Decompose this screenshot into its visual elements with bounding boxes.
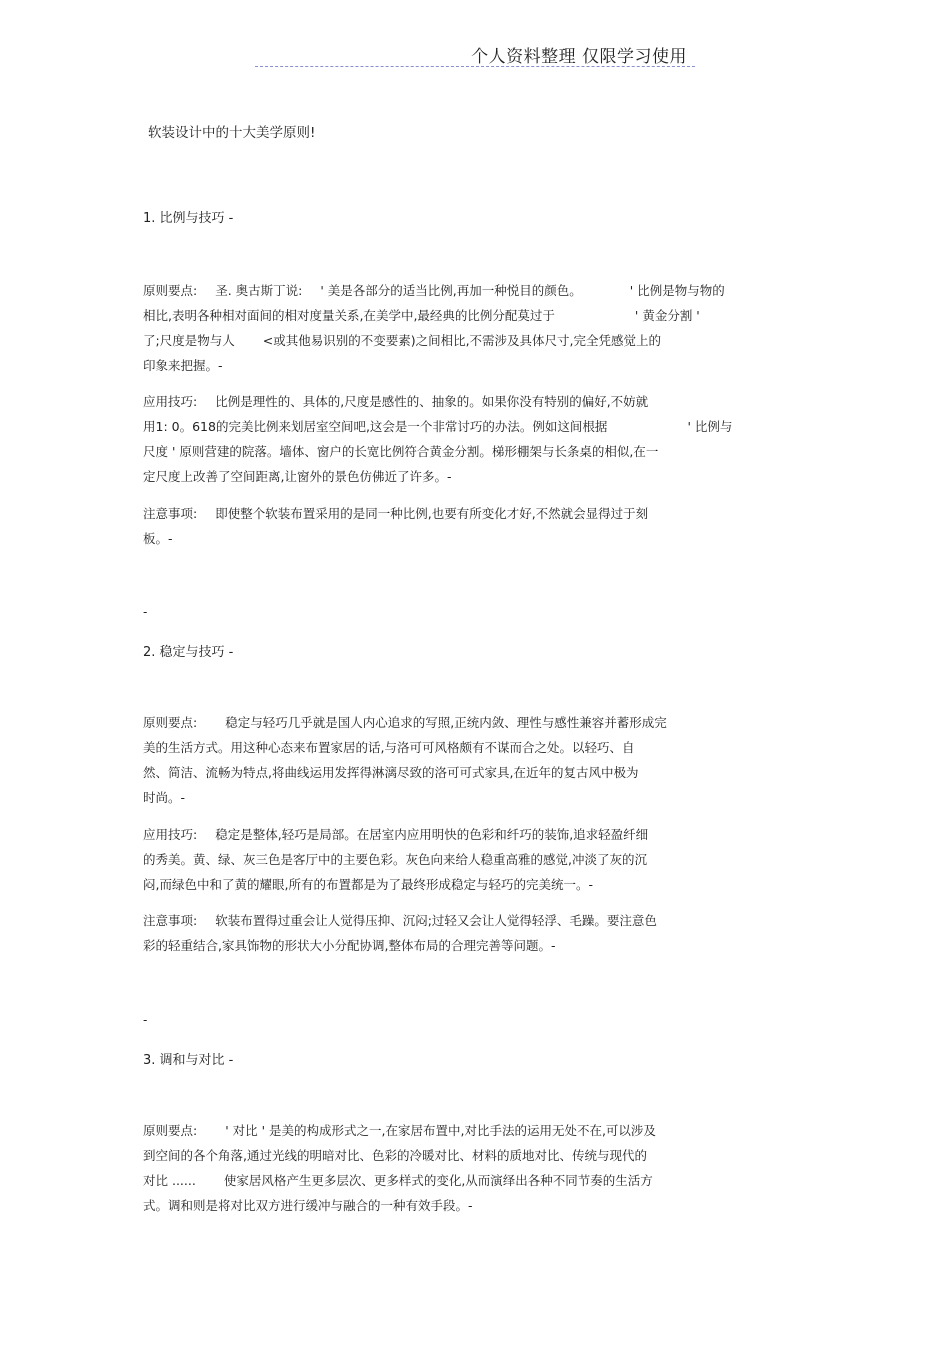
section-2-notes xyxy=(143,908,803,958)
text: 定尺度上改善了空间距离,让窗外的景色仿佛近了许多。- xyxy=(143,469,452,484)
text: <或其他易识别的不变要素)之间相比,不需涉及具体尺寸,完全凭感觉上的 xyxy=(262,333,662,348)
label: 原则要点: xyxy=(143,715,198,730)
label: 注意事项: xyxy=(143,913,198,928)
page-header xyxy=(255,42,695,67)
section-1-technique xyxy=(143,389,803,489)
section-1-notes xyxy=(143,501,803,551)
section-2-title: 2. 稳定与技巧 - xyxy=(143,645,234,660)
text: 时尚。- xyxy=(143,790,186,805)
text: 板。- xyxy=(143,531,173,546)
header-text: 个人资料整理 仅限学习使用 xyxy=(471,47,687,67)
text: 闷,而绿色中和了黄的耀眼,所有的布置都是为了最终形成稳定与轻巧的完美统一。- xyxy=(143,877,593,892)
section-1-principle xyxy=(143,278,803,378)
label: 原则要点: xyxy=(143,1123,198,1138)
text: 相比,表明各种相对面间的相对度量关系,在美学中,最经典的比例分配莫过于 xyxy=(143,308,555,323)
text: 到空间的各个角落,通过光线的明暗对比、色彩的冷暖对比、材料的质地对比、传统与现代的 xyxy=(143,1148,647,1163)
text: ' 比例与 xyxy=(687,419,733,434)
text: 稳定与轻巧几乎就是国人内心追求的写照,正统内敛、理性与感性兼容并蓄形成完 xyxy=(225,715,667,730)
text: 然、简洁、流畅为特点,将曲线运用发挥得淋漓尽致的洛可可式家具,在近年的复古风中极为 xyxy=(143,765,639,780)
text: 用1: 0。618的完美比例来划居室空间吧,这会是一个非常讨巧的办法。例如这间根据 xyxy=(143,419,608,434)
text: ' 对比 ' 是美的构成形式之一,在家居布置中,对比手法的运用无处不在,可以涉及 xyxy=(225,1123,656,1138)
section-3-principle xyxy=(143,1118,803,1218)
text: ' 美是各部分的适当比例,再加一种悦目的颜色。 xyxy=(320,283,582,298)
text: ' 黄金分割 ' xyxy=(634,308,700,323)
section-2-principle xyxy=(143,710,803,810)
text: 彩的轻重结合,家具饰物的形状大小分配协调,整体布局的合理完善等问题。- xyxy=(143,938,556,953)
text: ' 比例是物与物的 xyxy=(629,283,725,298)
document-title: 软装设计中的十大美学原则! xyxy=(148,125,316,141)
text: 即使整个软装布置采用的是同一种比例,也要有所变化才好,不然就会显得过于刻 xyxy=(215,506,649,521)
section-3-title: 3. 调和与对比 - xyxy=(143,1053,234,1068)
text: 的秀美。黄、绿、灰三色是客厅中的主要色彩。灰色向来给人稳重高雅的感觉,冲淡了灰的沉 xyxy=(143,852,647,867)
text: 美的生活方式。用这种心态来布置家居的话,与洛可可风格颇有不谋而合之处。以轻巧、自 xyxy=(143,740,635,755)
label: 应用技巧: xyxy=(143,827,198,842)
section-2-technique xyxy=(143,822,803,897)
separator-mark: - xyxy=(143,1013,148,1027)
text: 使家居风格产生更多层次、更多样式的变化,从而演绎出各种不同节奏的生活方 xyxy=(223,1173,653,1188)
label: 应用技巧: xyxy=(143,394,198,409)
text: 稳定是整体,轻巧是局部。在居室内应用明快的色彩和纤巧的装饰,追求轻盈纤细 xyxy=(215,827,649,842)
text: 了;尺度是物与人 xyxy=(143,333,235,348)
label: 注意事项: xyxy=(143,506,198,521)
label: 原则要点: xyxy=(143,283,198,298)
text: 比例是理性的、具体的,尺度是感性的、抽象的。如果你没有特别的偏好,不妨就 xyxy=(215,394,649,409)
text: 式。调和则是将对比双方进行缓冲与融合的一种有效手段。- xyxy=(143,1198,473,1213)
text: 圣. 奥古斯丁说: xyxy=(215,283,303,298)
text: 软装布置得过重会让人觉得压抑、沉闷;过轻又会让人觉得轻浮、毛躁。要注意色 xyxy=(215,913,657,928)
text: 印象来把握。- xyxy=(143,358,223,373)
text: 对比 ...... xyxy=(143,1173,196,1188)
separator-mark: - xyxy=(143,605,148,619)
text: 尺度 ' 原则营建的院落。墙体、窗户的长宽比例符合黄金分割。梯形棚架与长条桌的相似,在一 xyxy=(143,444,659,459)
section-1-title: 1. 比例与技巧 - xyxy=(143,211,234,226)
